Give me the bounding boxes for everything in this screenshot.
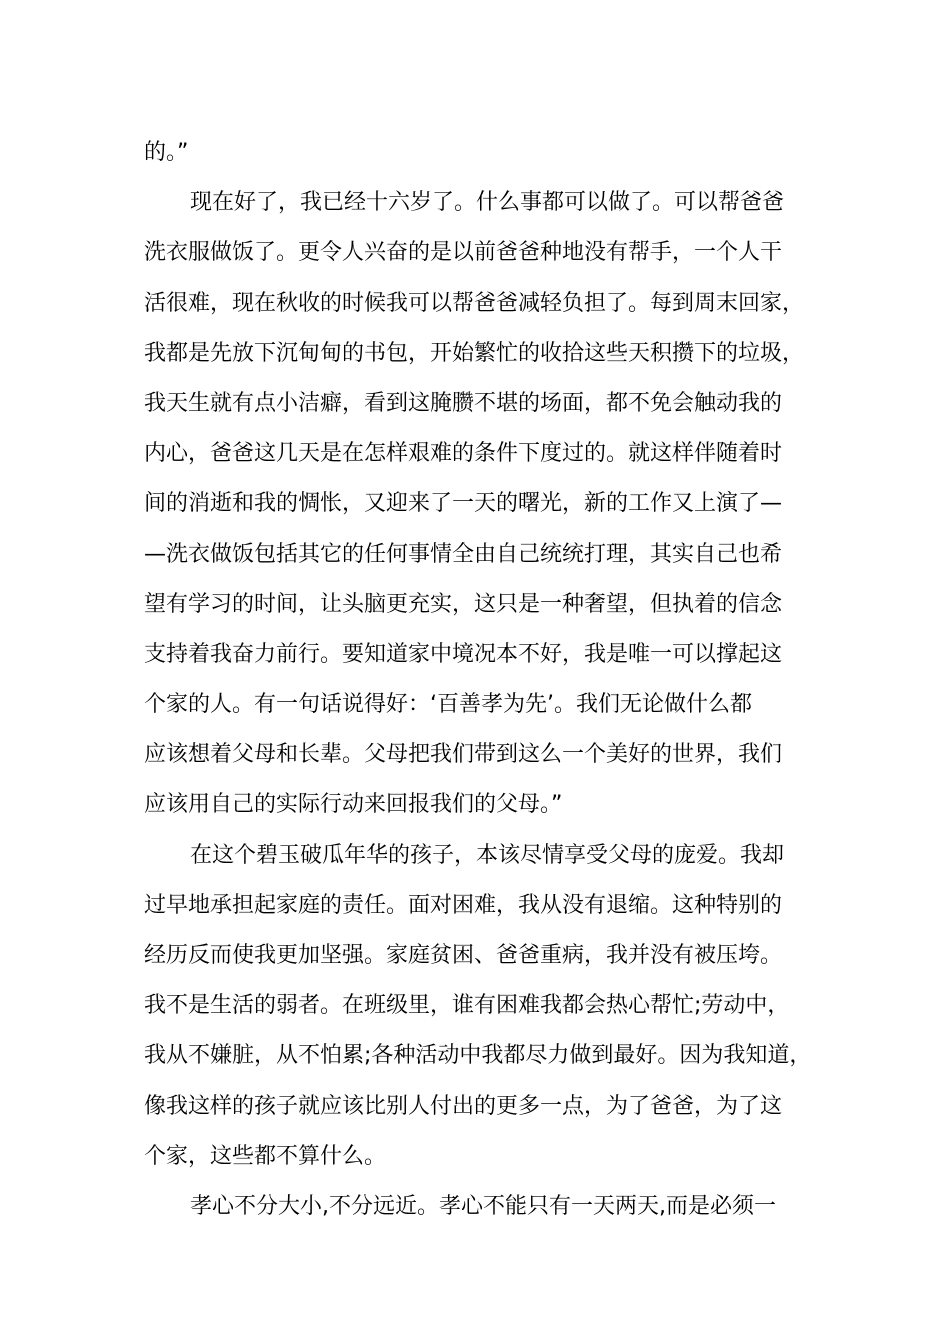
- text-line: 我都是先放下沉甸甸的书包，开始繁忙的收拾这些天积攒下的垃圾，: [144, 340, 805, 366]
- paragraph-first-line: 孝心不分大小,不分远近。孝心不能只有一天两天,而是必须一: [190, 1193, 776, 1219]
- text-line: 支持着我奋力前行。要知道家中境况本不好，我是唯一可以撑起这: [144, 641, 783, 667]
- text-line: 的。”: [144, 140, 189, 165]
- text-line: 个家，这些都不算什么。: [144, 1143, 387, 1169]
- body-text: [144, 128, 812, 1232]
- text-line: 个家的人。有一句话说得好：‘百善孝为先’。我们无论做什么都: [144, 692, 752, 718]
- text-line: 像我这样的孩子就应该比别人付出的更多一点，为了爸爸，为了这: [144, 1093, 783, 1119]
- text-line: 望有学习的时间，让头脑更充实，这只是一种奢望，但执着的信念: [144, 591, 783, 617]
- text-line: 内心，爸爸这几天是在怎样艰难的条件下度过的。就这样伴随着时: [144, 441, 783, 467]
- text-line: 过早地承担起家庭的责任。面对困难，我从没有退缩。这种特别的: [144, 892, 783, 918]
- text-line: 应该想着父母和长辈。父母把我们带到这么一个美好的世界，我们: [144, 742, 783, 768]
- text-line: —洗衣做饭包括其它的任何事情全由自己统统打理，其实自己也希: [144, 541, 783, 567]
- text-line: 活很难，现在秋收的时候我可以帮爸爸减轻负担了。每到周末回家，: [144, 290, 805, 316]
- paragraph-first-line: 在这个碧玉破瓜年华的孩子，本该尽情享受父母的庞爱。我却: [190, 842, 785, 868]
- paragraph-first-line: 现在好了，我已经十六岁了。什么事都可以做了。可以帮爸爸: [190, 190, 785, 216]
- text-line: 间的消逝和我的惆怅，又迎来了一天的曙光，新的工作又上演了—: [144, 491, 783, 517]
- text-line: 我不是生活的弱者。在班级里，谁有困难我都会热心帮忙;劳动中，: [144, 993, 790, 1019]
- text-line: 我从不嫌脏，从不怕累;各种活动中我都尽力做到最好。因为我知道，: [144, 1043, 812, 1069]
- text-line: 应该用自己的实际行动来回报我们的父母。”: [144, 792, 563, 818]
- text-line: 洗衣服做饭了。更令人兴奋的是以前爸爸种地没有帮手，一个人干: [144, 240, 783, 266]
- text-line: 经历反而使我更加坚强。家庭贫困、爸爸重病，我并没有被压垮。: [144, 943, 783, 968]
- text-line: 我天生就有点小洁癖，看到这腌臜不堪的场面，都不免会触动我的: [144, 390, 783, 416]
